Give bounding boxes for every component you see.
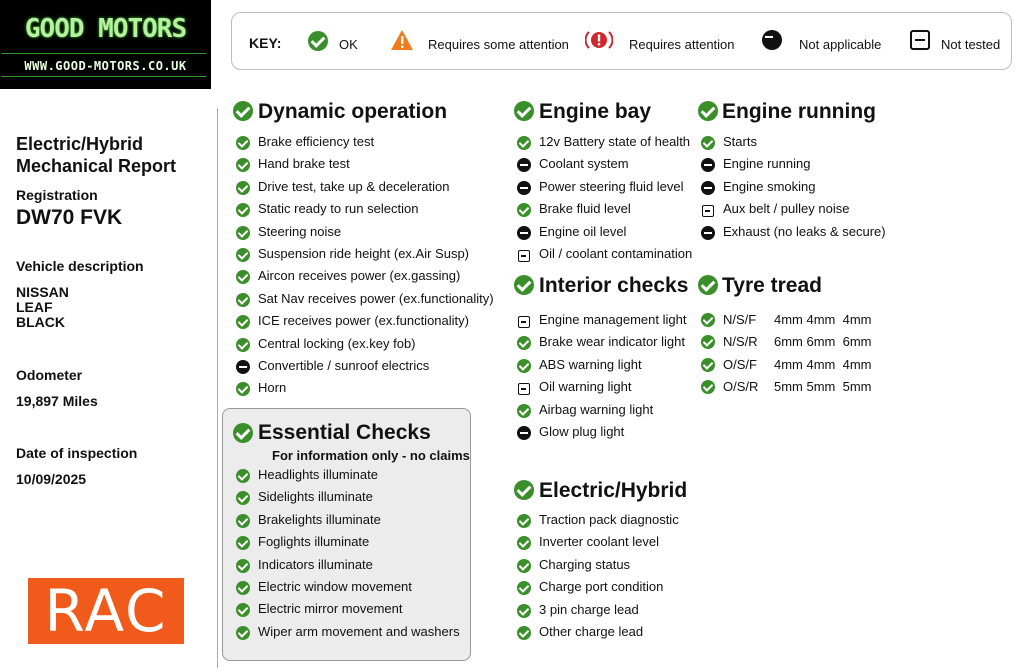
warning-triangle-icon xyxy=(390,29,414,56)
inspection-date-label: Date of inspection xyxy=(16,445,138,461)
report-title-line2: Mechanical Report xyxy=(16,156,177,176)
tyre-depths: 4mm 4mm 4mm xyxy=(774,312,872,327)
check-item-label: Electric window movement xyxy=(258,579,412,594)
check-item-label: Brake wear indicator light xyxy=(539,334,685,350)
check-item-label: Steering noise xyxy=(258,223,342,239)
alert-circle-icon xyxy=(585,29,613,56)
tyre-depths: 6mm 6mm 6mm xyxy=(774,334,872,350)
ok-check-icon xyxy=(236,135,250,157)
ok-check-icon xyxy=(236,269,250,291)
not-tested-icon xyxy=(701,202,714,224)
ok-check-icon xyxy=(701,313,715,332)
check-item-label: Convertible / sunroof electrics xyxy=(258,358,430,373)
ok-check-icon xyxy=(236,292,250,314)
check-item-label: Brakelights illuminate xyxy=(258,511,381,527)
ok-check-icon xyxy=(236,202,250,224)
check-item-label: Glow plug light xyxy=(539,424,625,439)
logo-title: GOOD MOTORS xyxy=(24,14,187,44)
essential-checks-subtitle: For information only - no claims xyxy=(272,448,470,463)
check-item-label: Indicators illuminate xyxy=(258,556,373,572)
not-applicable-icon xyxy=(701,180,715,202)
ok-check-icon xyxy=(514,275,534,300)
check-item-label: Static ready to run selection xyxy=(258,201,419,217)
logo-divider xyxy=(2,76,206,77)
check-item-label: Oil warning light xyxy=(539,379,632,395)
ok-check-icon xyxy=(517,603,531,625)
tyre-position: N/S/R xyxy=(723,334,758,350)
check-item-label: Coolant system xyxy=(539,156,629,172)
ok-check-icon xyxy=(698,275,718,300)
check-item-label: Sidelights illuminate xyxy=(258,489,373,505)
ok-check-icon xyxy=(236,490,250,512)
check-item-label: Other charge lead xyxy=(539,624,644,639)
ok-check-icon xyxy=(698,101,718,126)
ok-check-icon xyxy=(236,337,250,359)
not-applicable-icon xyxy=(517,425,531,447)
check-item-label: Drive test, take up & deceleration xyxy=(258,178,450,194)
interior-checks-title: Interior checks xyxy=(539,274,689,297)
tyre-position: O/S/R xyxy=(723,379,759,395)
check-item-label: Central locking (ex.key fob) xyxy=(258,335,416,351)
registration-label: Registration xyxy=(16,187,98,203)
engine-bay-title: Engine bay xyxy=(539,100,652,123)
ok-check-icon xyxy=(236,580,250,602)
ok-check-icon xyxy=(517,513,531,535)
not-applicable-icon xyxy=(517,157,531,179)
check-item-label: Brake fluid level xyxy=(539,201,631,217)
tyre-depths: 5mm 5mm 5mm xyxy=(774,379,872,395)
not-applicable-icon xyxy=(762,30,782,55)
key-ok-text: OK xyxy=(339,37,358,52)
status-key xyxy=(231,12,1012,70)
tyre-depths: 4mm 4mm 4mm xyxy=(774,356,872,372)
not-applicable-icon xyxy=(517,225,531,247)
logo-divider xyxy=(2,53,206,54)
ok-check-icon xyxy=(517,335,531,357)
check-item-label: Airbag warning light xyxy=(539,401,654,417)
tyre-position: N/S/F xyxy=(723,312,757,327)
ok-check-icon xyxy=(517,135,531,157)
check-item-label: Headlights illuminate xyxy=(258,467,378,482)
ok-check-icon xyxy=(517,202,531,224)
electric-hybrid-title: Electric/Hybrid xyxy=(539,479,688,502)
vehicle-description-label: Vehicle description xyxy=(16,258,144,274)
check-item-label: Brake efficiency test xyxy=(258,134,375,149)
check-item-label: Starts xyxy=(723,134,757,149)
check-item-label: Suspension ride height (ex.Air Susp) xyxy=(258,246,470,261)
tyre-position: O/S/F xyxy=(723,356,757,372)
not-tested-icon xyxy=(517,247,530,269)
not-tested-icon xyxy=(910,30,930,55)
ok-check-icon xyxy=(236,625,250,647)
check-item-label: ICE receives power (ex.functionality) xyxy=(258,313,469,329)
ok-check-icon xyxy=(308,31,328,56)
check-item-label: Charging status xyxy=(539,556,631,572)
ok-check-icon xyxy=(514,101,534,126)
report-title-line1: Electric/Hybrid xyxy=(16,134,144,154)
not-tested-icon xyxy=(517,380,530,402)
logo-url: WWW.GOOD-MOTORS.CO.UK xyxy=(24,59,187,73)
check-item-label: Traction pack diagnostic xyxy=(539,512,679,527)
check-item-label: ABS warning light xyxy=(539,356,642,372)
vehicle-make: NISSAN xyxy=(16,284,69,300)
ok-check-icon xyxy=(236,381,250,403)
ok-check-icon xyxy=(233,101,253,126)
key-not-tested-text: Not tested xyxy=(941,37,1001,52)
check-item-label: Charge port condition xyxy=(539,579,664,595)
ok-check-icon xyxy=(701,135,715,157)
column-divider xyxy=(217,108,218,668)
ok-check-icon xyxy=(236,314,250,336)
key-some-attention-text: Requires some attention xyxy=(428,37,569,52)
not-tested-icon xyxy=(517,313,530,335)
check-item-label: Inverter coolant level xyxy=(539,534,659,550)
check-item-label: Exhaust (no leaks & secure) xyxy=(723,223,886,239)
ok-check-icon xyxy=(701,380,715,399)
ok-check-icon xyxy=(236,513,250,535)
check-item-label: Engine management light xyxy=(539,312,687,327)
ok-check-icon xyxy=(236,558,250,580)
tyre-tread-title: Tyre tread xyxy=(722,274,822,297)
not-applicable-icon xyxy=(701,225,715,247)
check-item-label: Wiper arm movement and washers xyxy=(258,623,460,639)
check-item-label: Oil / coolant contamination xyxy=(539,246,693,261)
check-item-label: Foglights illuminate xyxy=(258,534,370,550)
ok-check-icon xyxy=(517,535,531,557)
ok-check-icon xyxy=(517,625,531,647)
not-applicable-icon xyxy=(701,157,715,179)
check-item-label: Aux belt / pulley noise xyxy=(723,201,850,217)
ok-check-icon xyxy=(236,602,250,624)
ok-check-icon xyxy=(517,558,531,580)
check-item-label: Engine oil level xyxy=(539,223,627,239)
check-item-label: Aircon receives power (ex.gassing) xyxy=(258,268,461,284)
check-item-label: 12v Battery state of health xyxy=(539,134,691,149)
vehicle-model: LEAF xyxy=(16,299,53,315)
check-item-label: Hand brake test xyxy=(258,156,350,172)
engine-running-title: Engine running xyxy=(722,100,876,123)
ok-check-icon xyxy=(236,180,250,202)
dynamic-operation-title: Dynamic operation xyxy=(258,100,448,123)
ok-check-icon xyxy=(517,580,531,602)
key-na-text: Not applicable xyxy=(799,37,882,52)
ok-check-icon xyxy=(517,358,531,380)
key-attention-text: Requires attention xyxy=(629,37,735,52)
rac-logo-text: RAC xyxy=(44,577,168,645)
odometer-value: 19,897 Miles xyxy=(16,393,98,409)
ok-check-icon xyxy=(701,335,715,354)
ok-check-icon xyxy=(236,535,250,557)
check-item-label: 3 pin charge lead xyxy=(539,601,639,617)
ok-check-icon xyxy=(236,468,250,490)
odometer-label: Odometer xyxy=(16,367,83,383)
not-applicable-icon xyxy=(517,180,531,202)
ok-check-icon xyxy=(514,480,534,505)
ok-check-icon xyxy=(236,225,250,247)
ok-check-icon xyxy=(236,157,250,179)
ok-check-icon xyxy=(517,403,531,425)
ok-check-icon xyxy=(236,247,250,269)
check-item-label: Power steering fluid level xyxy=(539,178,684,194)
key-label: KEY: xyxy=(249,35,282,51)
check-item-label: Engine running xyxy=(723,156,811,172)
vehicle-colour: BLACK xyxy=(16,314,65,330)
ok-check-icon xyxy=(233,423,253,448)
essential-checks-title: Essential Checks xyxy=(258,421,431,444)
check-item-label: Horn xyxy=(258,380,287,396)
check-item-label: Electric mirror movement xyxy=(258,601,403,617)
check-item-label: Engine smoking xyxy=(723,178,816,194)
registration-value: DW70 FVK xyxy=(16,206,123,229)
inspection-date-value: 10/09/2025 xyxy=(16,471,87,487)
ok-check-icon xyxy=(701,358,715,377)
not-applicable-icon xyxy=(236,359,250,381)
check-item-label: Sat Nav receives power (ex.functionality) xyxy=(258,290,494,306)
